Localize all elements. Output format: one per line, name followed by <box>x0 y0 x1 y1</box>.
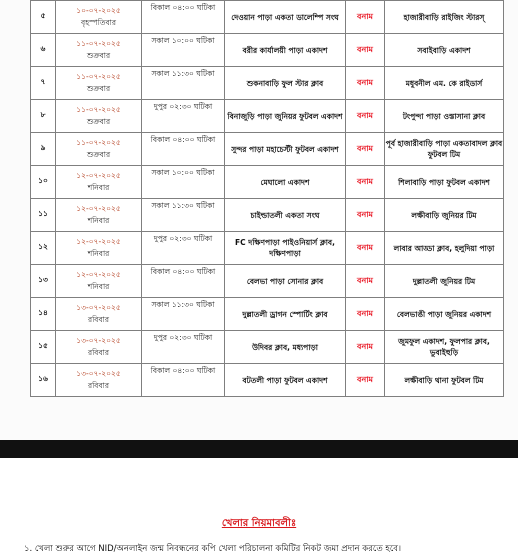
versus-label: বনাম <box>346 232 385 265</box>
match-day: শুক্রবার <box>86 84 111 93</box>
match-number: ১৪ <box>31 298 56 331</box>
home-team: উদিবর ক্লাব, মধ্যপাড়া <box>225 331 346 364</box>
away-team: জুমফুল একাদশ, ফুলপার ক্লাব, ভুবাইহুড়ি <box>385 331 504 364</box>
match-number: ১৫ <box>31 331 56 364</box>
away-team: লক্ষীবাড়ি থানা ফুটবল টিম <box>385 364 504 397</box>
fixture-row <box>31 298 504 331</box>
home-team: সুন্দর পাড়া মহাচেস্টী ফুটবল একাদশ <box>225 133 346 166</box>
match-date: ১১-০৭-২০২৫ <box>76 72 121 81</box>
match-date-cell <box>56 34 142 67</box>
match-date: ১৩-০৭-২০২৫ <box>76 369 121 378</box>
fixture-row <box>31 331 504 364</box>
match-date-cell <box>56 166 142 199</box>
match-date-cell <box>56 133 142 166</box>
match-number: ৬ <box>31 34 56 67</box>
away-team: দুল্লাতলী জুনিয়র টিম <box>385 265 504 298</box>
fixture-row <box>31 67 504 100</box>
match-day: শনিবার <box>87 183 110 192</box>
match-date-cell <box>56 331 142 364</box>
match-time: বিকাল ০৪:০০ ঘটিকা <box>142 265 225 298</box>
match-time: সকাল ১১:৩০ ঘটিকা <box>142 199 225 232</box>
match-day: রবিবার <box>88 348 109 357</box>
versus-label: বনাম <box>346 34 385 67</box>
rules-title: খেলার নিয়মাবলীঃ <box>221 518 297 529</box>
match-date: ১২-০৭-২০২৫ <box>76 237 121 246</box>
match-day: শুক্রবার <box>86 117 111 126</box>
away-team: পূর্ব হাজারীবাড়ি পাড়া একতাবাদল ক্লাব ফুটবল টিম <box>385 133 504 166</box>
match-time: সকাল ১০:০০ ঘটিকা <box>142 34 225 67</box>
match-date-cell <box>56 364 142 397</box>
match-number: ৫ <box>31 1 56 34</box>
versus-label: বনাম <box>346 1 385 34</box>
away-team: বেলভাঙী পাড়া জুনিয়র একাদশ <box>385 298 504 331</box>
away-team: মধুবনীল এম. কে রাইডার্স <box>385 67 504 100</box>
match-date-cell <box>56 232 142 265</box>
match-time: সকাল ১০:০০ ঘটিকা <box>142 166 225 199</box>
away-team: টংপুন্দা পাড়া ওস্তাসানা ক্লাব <box>385 100 504 133</box>
match-number: ১১ <box>31 199 56 232</box>
home-team: চাইল্ডাতলী একতা সংঘ <box>225 199 346 232</box>
match-number: ১২ <box>31 232 56 265</box>
match-number: ১০ <box>31 166 56 199</box>
fixture-row <box>31 133 504 166</box>
home-team: বরীর কার্যালয়ী পাড়া একাদশ <box>225 34 346 67</box>
match-time: দুপুর ০২:৩০ ঘটিকা <box>142 100 225 133</box>
fixture-row <box>31 166 504 199</box>
page-separator-band <box>0 440 518 458</box>
match-date-cell <box>56 100 142 133</box>
match-date: ১০-০৭-২০২৫ <box>76 6 121 15</box>
match-number: ৭ <box>31 67 56 100</box>
match-date: ১১-০৭-২০২৫ <box>76 39 121 48</box>
match-date: ১২-০৭-২০২৫ <box>76 204 121 213</box>
fixture-row <box>31 100 504 133</box>
away-team: লক্ষীবাড়ি জুনিয়র টিম <box>385 199 504 232</box>
home-team: বেলভা পাড়া সোনার ক্লাব <box>225 265 346 298</box>
rule-item: ১. খেলা শুরুর আগে NID/অনলাইন জন্ম নিবন্ধনের কপি খেলা পরিচালনা কমিটির নিকট জমা প্রদান করতে হবে। <box>24 544 402 554</box>
fixture-table <box>30 0 504 397</box>
match-day: রবিবার <box>88 381 109 390</box>
match-time: বিকাল ০৪:০০ ঘটিকা <box>142 364 225 397</box>
versus-label: বনাম <box>346 67 385 100</box>
away-team: সবাইবাড়ি একাদশ <box>385 34 504 67</box>
match-number: ১৬ <box>31 364 56 397</box>
home-team: শুকনাবাড়ি ফুল স্টার ক্লাব <box>225 67 346 100</box>
versus-label: বনাম <box>346 364 385 397</box>
match-time: বিকাল ০৪:০০ ঘটিকা <box>142 133 225 166</box>
versus-label: বনাম <box>346 100 385 133</box>
match-date-cell <box>56 265 142 298</box>
match-date: ১২-০৭-২০২৫ <box>76 270 121 279</box>
match-date: ১২-০৭-২০২৫ <box>76 171 121 180</box>
versus-label: বনাম <box>346 166 385 199</box>
fixture-row <box>31 364 504 397</box>
fixture-row <box>31 199 504 232</box>
fixture-row <box>31 1 504 34</box>
fixture-row <box>31 34 504 67</box>
match-day: বৃহস্পতিবার <box>81 18 116 27</box>
versus-label: বনাম <box>346 331 385 364</box>
home-team: মেঘালো একাদশ <box>225 166 346 199</box>
match-day: শনিবার <box>87 249 110 258</box>
match-date: ১৩-০৭-২০২৫ <box>76 336 121 345</box>
match-date: ১১-০৭-২০২৫ <box>76 138 121 147</box>
match-number: ৮ <box>31 100 56 133</box>
versus-label: বনাম <box>346 265 385 298</box>
match-day: শনিবার <box>87 216 110 225</box>
versus-label: বনাম <box>346 298 385 331</box>
match-date-cell <box>56 1 142 34</box>
match-day: রবিবার <box>88 315 109 324</box>
home-team: দুল্লাতলী ড্রাগন স্পোর্টিং ক্লাব <box>225 298 346 331</box>
fixture-row <box>31 265 504 298</box>
match-number: ১৩ <box>31 265 56 298</box>
match-day: শুক্রবার <box>86 150 111 159</box>
versus-label: বনাম <box>346 133 385 166</box>
match-time: দুপুর ০২:৩০ ঘটিকা <box>142 331 225 364</box>
match-time: দুপুর ০২:৩০ ঘটিকা <box>142 232 225 265</box>
match-date: ১১-০৭-২০২৫ <box>76 105 121 114</box>
home-team: দেওয়ান পাড়া একতা ডালেম্পি সংঘ <box>225 1 346 34</box>
match-date-cell <box>56 199 142 232</box>
away-team: লাবার আড্ডা ক্লাব, হলুদিয়া পাড়া <box>385 232 504 265</box>
away-team: হাজারীবাড়ি রাইজিং স্টারস্ <box>385 1 504 34</box>
match-time: সকাল ১১:৩০ ঘটিকা <box>142 67 225 100</box>
home-team: বিনাজুড়ি পাড়া জুনিয়র ফুটবল একাদশ <box>225 100 346 133</box>
match-date-cell <box>56 67 142 100</box>
fixture-row <box>31 232 504 265</box>
match-number: ৯ <box>31 133 56 166</box>
match-day: শুক্রবার <box>86 51 111 60</box>
match-time: সকাল ১১:৩০ ঘটিকা <box>142 298 225 331</box>
home-team: FC দক্ষিণপাড়া পাইওনিয়ার্স ক্লাব, দক্ষিণপাড়া <box>225 232 346 265</box>
versus-label: বনাম <box>346 199 385 232</box>
match-date-cell <box>56 298 142 331</box>
match-time: বিকাল ০৪:০০ ঘটিকা <box>142 1 225 34</box>
away-team: শিলাবাড়ি পাড়া ফুটবল একাদশ <box>385 166 504 199</box>
home-team: বটতলী পাড়া ফুটবল একাদশ <box>225 364 346 397</box>
match-day: শনিবার <box>87 282 110 291</box>
match-date: ১৩-০৭-২০২৫ <box>76 303 121 312</box>
